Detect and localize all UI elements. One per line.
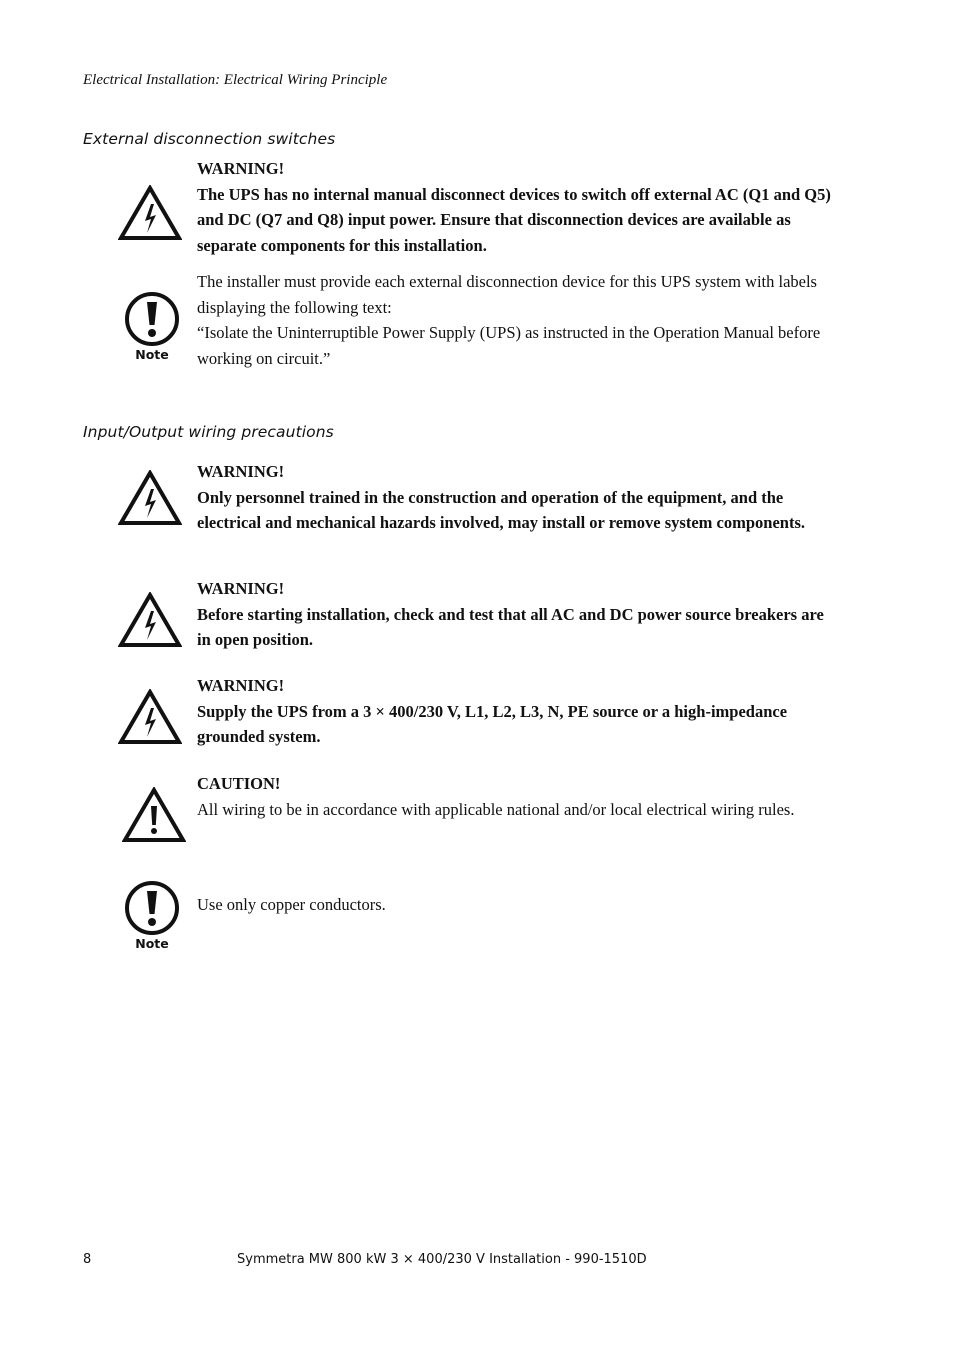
warning-title: WARNING! <box>197 579 285 598</box>
note-text: Use only copper conductors. <box>197 895 386 914</box>
note-label: Note <box>135 936 169 951</box>
warning-text: Only personnel trained in the construction and operation of the equipment, and the electrical and mechanical hazards involved, may install or remove system components. <box>197 487 805 533</box>
caution-exclamation-icon <box>122 787 186 843</box>
note-exclamation-icon <box>120 879 184 953</box>
note-text-2: “Isolate the Uninterruptible Power Supply (UPS) as instructed in the Operation Manual before working on circuit.” <box>197 323 821 369</box>
electrical-hazard-icon <box>118 185 182 241</box>
note-block-2 <box>197 892 837 918</box>
warning-block-2 <box>197 459 837 536</box>
warning-block-4 <box>197 673 837 750</box>
electrical-hazard-icon <box>118 689 182 745</box>
warning-text: Supply the UPS from a 3 × 400/230 V, L1, L2, L3, N, PE source or a high-impedance grounded system. <box>197 701 788 747</box>
caution-block <box>197 771 837 822</box>
electrical-hazard-icon <box>118 592 182 648</box>
warning-block-1 <box>197 156 837 259</box>
caution-text: All wiring to be in accordance with applicable national and/or local electrical wiring rules. <box>197 799 795 819</box>
warning-title: WARNING! <box>197 676 285 695</box>
note-text-1: The installer must provide each external disconnection device for this UPS system with labels displaying the following text: <box>197 272 817 317</box>
running-header: Electrical Installation: Electrical Wiring Principle <box>83 72 388 88</box>
note-block-1 <box>197 269 837 372</box>
page-number: 8 <box>83 1252 92 1267</box>
warning-block-3 <box>197 576 837 653</box>
note-label: Note <box>135 347 169 362</box>
note-exclamation-icon <box>120 290 184 364</box>
electrical-hazard-icon <box>118 470 182 526</box>
warning-text: Before starting installation, check and test that all AC and DC power source breakers are in open position. <box>197 604 824 650</box>
warning-title: WARNING! <box>197 462 285 481</box>
section-heading-disconnection: External disconnection switches <box>83 130 336 148</box>
footer-doc-title: Symmetra MW 800 kW 3 × 400/230 V Installation - 990-1510D <box>237 1252 647 1267</box>
warning-title: WARNING! <box>197 159 285 178</box>
caution-title: CAUTION! <box>197 774 281 793</box>
section-heading-wiring: Input/Output wiring precautions <box>83 423 334 441</box>
warning-text: The UPS has no internal manual disconnect devices to switch off external AC (Q1 and Q5) and DC (Q7 and Q8) input power. Ensure that disconnection devices are available as separate components for this installation. <box>197 184 831 256</box>
